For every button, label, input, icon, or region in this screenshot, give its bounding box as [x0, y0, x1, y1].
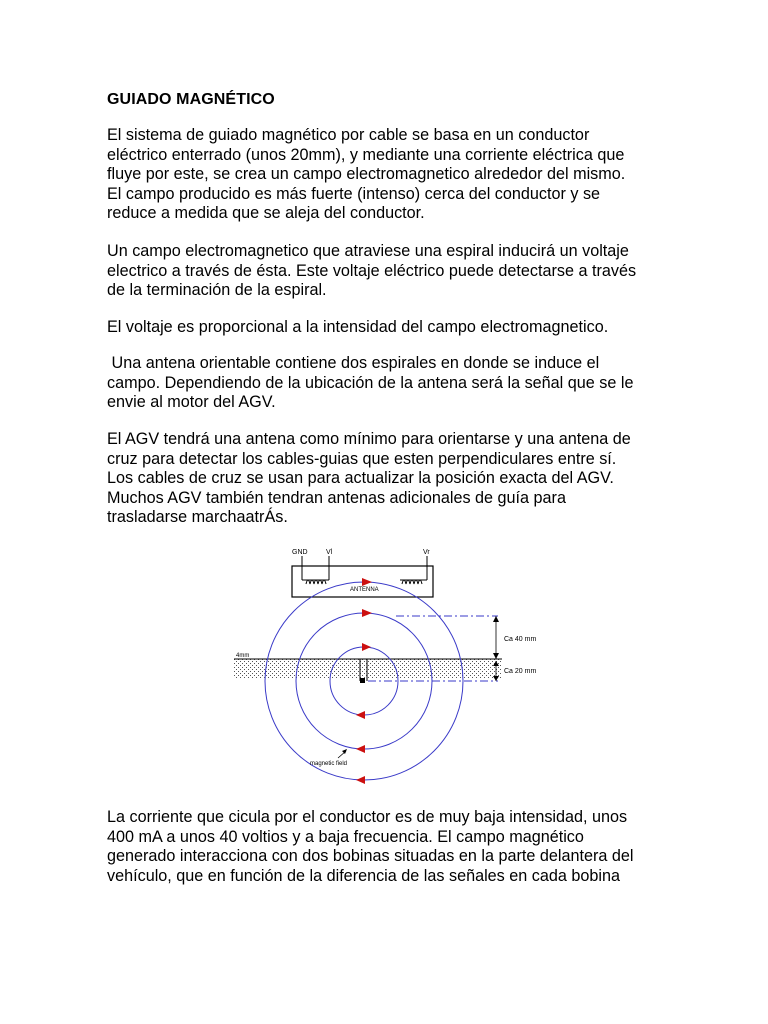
right-coil-icon: [402, 580, 422, 584]
paragraph-5: [107, 430, 687, 528]
paragraph-line: reduce a medida que se aleja del conductor.: [107, 204, 425, 222]
field-arrow-top-middle: [362, 609, 372, 617]
field-arrow-top-inner: [362, 643, 371, 651]
paragraph-line: 400 mA a unos 40 voltios y a baja frecuencia. El campo magnético: [107, 827, 584, 846]
paragraph-3: [107, 318, 687, 338]
paragraph-4: [107, 354, 687, 413]
paragraph-line: Los cables de cruz se usan para actualizar la posición exacta del AGV.: [107, 469, 614, 487]
field-arrow-bottom-inner: [356, 711, 365, 719]
dim-arrow-40mm-bottom: [493, 653, 499, 659]
paragraph-line: cruz para detectar los cables-guias que esten perpendiculares entre sí.: [107, 449, 617, 468]
magnetic-field-figure: [226, 543, 550, 795]
magnetic-field-pointer-head: [342, 749, 347, 754]
paragraph-6: [107, 808, 687, 886]
conductor: [360, 678, 365, 683]
paragraph-line: La corriente que cicula por el conductor es de muy baja intensidad, unos: [107, 808, 628, 826]
gnd-label: GND: [292, 549, 308, 556]
field-arrow-top-outer: [362, 578, 372, 586]
paragraph-line: electrico a través de ésta. Este voltaje eléctrico puede detectarse a través: [107, 261, 637, 280]
depth-20mm-label: Ca 20 mm: [504, 668, 537, 675]
field-arrow-bottom-middle: [356, 745, 365, 753]
paragraph-line: envie al motor del AGV.: [107, 393, 276, 411]
dim-arrow-40mm-top: [493, 616, 499, 622]
magnetic-field-label: magnetic field: [310, 761, 348, 767]
paragraph-line: trasladarse marchaatrÁs.: [107, 508, 288, 526]
document-title: GUIADO MAGNÉTICO: [107, 91, 275, 108]
vl-label: Vl: [326, 549, 333, 556]
paragraph-line: fluye por este, se crea un campo electromagnetico alrededor del mismo.: [107, 165, 626, 183]
paragraph-line: El campo producido es más fuerte (intenso) cerca del conductor y se: [107, 184, 601, 203]
paragraph-line: campo. Dependiendo de la ubicación de la antena será la señal que se le: [107, 373, 634, 392]
vr-label: Vr: [423, 549, 430, 556]
paragraph-line: El AGV tendrá una antena como mínimo para orientarse y una antena de: [107, 430, 631, 448]
paragraph-line: Muchos AGV también tendran antenas adicionales de guía para: [107, 488, 566, 507]
field-arrow-bottom-outer: [356, 776, 365, 784]
paragraph-line: eléctrico enterrado (unos 20mm), y mediante una corriente eléctrica que: [107, 145, 625, 164]
paragraph-line: Una antena orientable contiene dos espirales en donde se induce el: [107, 354, 600, 372]
paragraph-1: [107, 126, 687, 224]
paragraph-2: [107, 242, 687, 301]
magnetic-field-diagram: [226, 543, 550, 795]
paragraph-line: de la terminación de la espiral.: [107, 281, 327, 299]
antenna-label: ANTENNA: [350, 587, 379, 593]
paragraph-line: El sistema de guiado magnético por cable se basa en un conductor: [107, 126, 590, 144]
paragraph-line: generado interacciona con dos bobinas situadas en la parte delantera del: [107, 847, 634, 865]
paragraph-line: Un campo electromagnetico que atraviese una espiral inducirá un voltaje: [107, 242, 629, 260]
paragraph-line: El voltaje es proporcional a la intensidad del campo electromagnetico.: [107, 318, 609, 336]
ground-label: 4mm: [236, 653, 250, 659]
left-coil-icon: [306, 580, 326, 584]
depth-40mm-label: Ca 40 mm: [504, 636, 537, 643]
paragraph-line: vehículo, que en función de la diferencia de las señales en cada bobina: [107, 866, 620, 885]
